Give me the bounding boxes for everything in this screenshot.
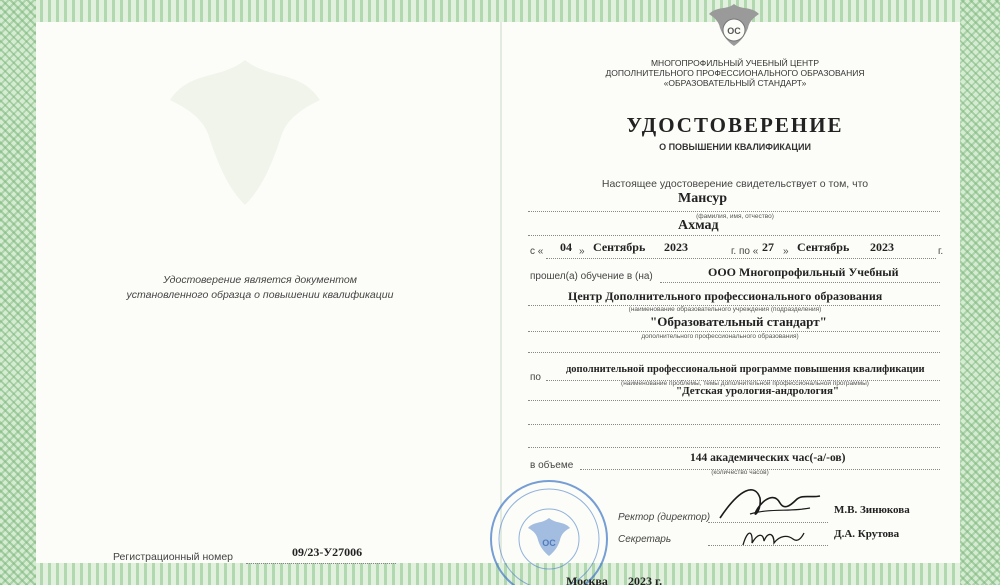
institution-line-3: "Образовательный стандарт" [650,314,827,329]
date-line [546,258,936,259]
registration-number: 09/23-У27006 [292,545,363,559]
secretary-line [708,545,828,546]
institution-line-1: ООО Многопрофильный Учебный [708,265,899,279]
surname-line [528,211,940,212]
blank-line-1 [528,352,940,353]
org-line-1: МНОГОПРОФИЛЬНЫЙ УЧЕБНЫЙ ЦЕНТР [650,58,820,68]
institution-caption: (наименование образовательного учреждения (подразделения) [628,306,822,313]
institution-line-3-rule [528,331,940,332]
org-line-3: «ОБРАЗОВАТЕЛЬНЫЙ СТАНДАРТ» [663,78,807,88]
studied-label: прошел(а) обучение в (на) [530,271,653,282]
emblem-text: ОС [727,26,741,36]
date-year-suffix: г. [938,246,944,257]
issue-year: 2023 г. [628,574,663,585]
program-label: по [530,372,541,383]
name-line [528,235,940,236]
volume-label: в объеме [530,460,574,471]
certify-text: Настоящее удостоверение свидетельствует о том, что [601,178,869,190]
rector-name: М.В. Зинюкова [834,504,910,516]
blank-line-3 [528,447,940,448]
date-from-year: 2023 [664,240,688,254]
date-to-month: Сентябрь [797,240,850,254]
date-to-label: г. по « [731,246,759,257]
name-value: Ахмад [678,218,719,233]
hours-value: 144 академических час(-а/-ов) [690,452,846,464]
border-left [0,0,36,585]
institution-line-1-rule [660,282,940,283]
registration-line [246,563,396,564]
registration-label: Регистрационный номер [113,551,233,563]
left-note-line-1: Удостоверение является документом [163,274,357,286]
secretary-signature-icon [738,523,808,553]
document-subtitle: О ПОВЫШЕНИИ КВАЛИФИКАЦИИ [659,142,811,152]
date-from-month: Сентябрь [593,240,646,254]
program-line-1: дополнительной профессиональной программе повышения квалификации [566,364,925,375]
eagle-emblem-icon [703,0,765,50]
date-to-quote: » [783,246,789,257]
program-line-2-rule [528,400,940,401]
date-from-quote: » [579,246,585,257]
org-line-2: ДОПОЛНИТЕЛЬНОГО ПРОФЕССИОНАЛЬНОГО ОБРАЗОВАНИЯ [605,68,865,78]
secretary-label: Секретарь [618,534,672,545]
surname-value: Мансур [678,191,728,206]
secretary-name: Д.А. Крутова [834,528,900,540]
organization-name [590,58,880,88]
date-to-year: 2023 [870,240,894,254]
fio-caption: (фамилия, имя, отчество) [696,213,774,220]
eagle-watermark-icon [150,40,340,210]
city: Москва [566,574,608,585]
left-note [90,273,430,303]
date-from-day: 04 [560,240,572,254]
rector-signature-icon [710,478,830,528]
program-line-2: "Детская урология-андрология" [676,385,840,397]
stamp-text: ОС [542,538,556,548]
round-stamp-icon [488,478,610,585]
institution-line-2: Центр Дополнительного профессионального образования [568,289,883,303]
border-top [0,0,1000,22]
left-note-line-2: установленного образца о повышении квалификации [126,289,394,301]
hours-caption: (количество часов) [711,469,769,476]
program-caption: (наименование проблемы, темы дополнительной профессиональной программы) [621,380,869,387]
rector-label: Ректор (директор) [618,512,711,523]
document-title: УДОСТОВЕРЕНИЕ [626,113,844,137]
border-right [960,0,1000,585]
institution-caption-2: дополнительного профессионального образования) [641,333,799,340]
blank-line-2 [528,424,940,425]
date-from-label: с « [530,246,544,257]
date-to-day: 27 [762,240,774,254]
